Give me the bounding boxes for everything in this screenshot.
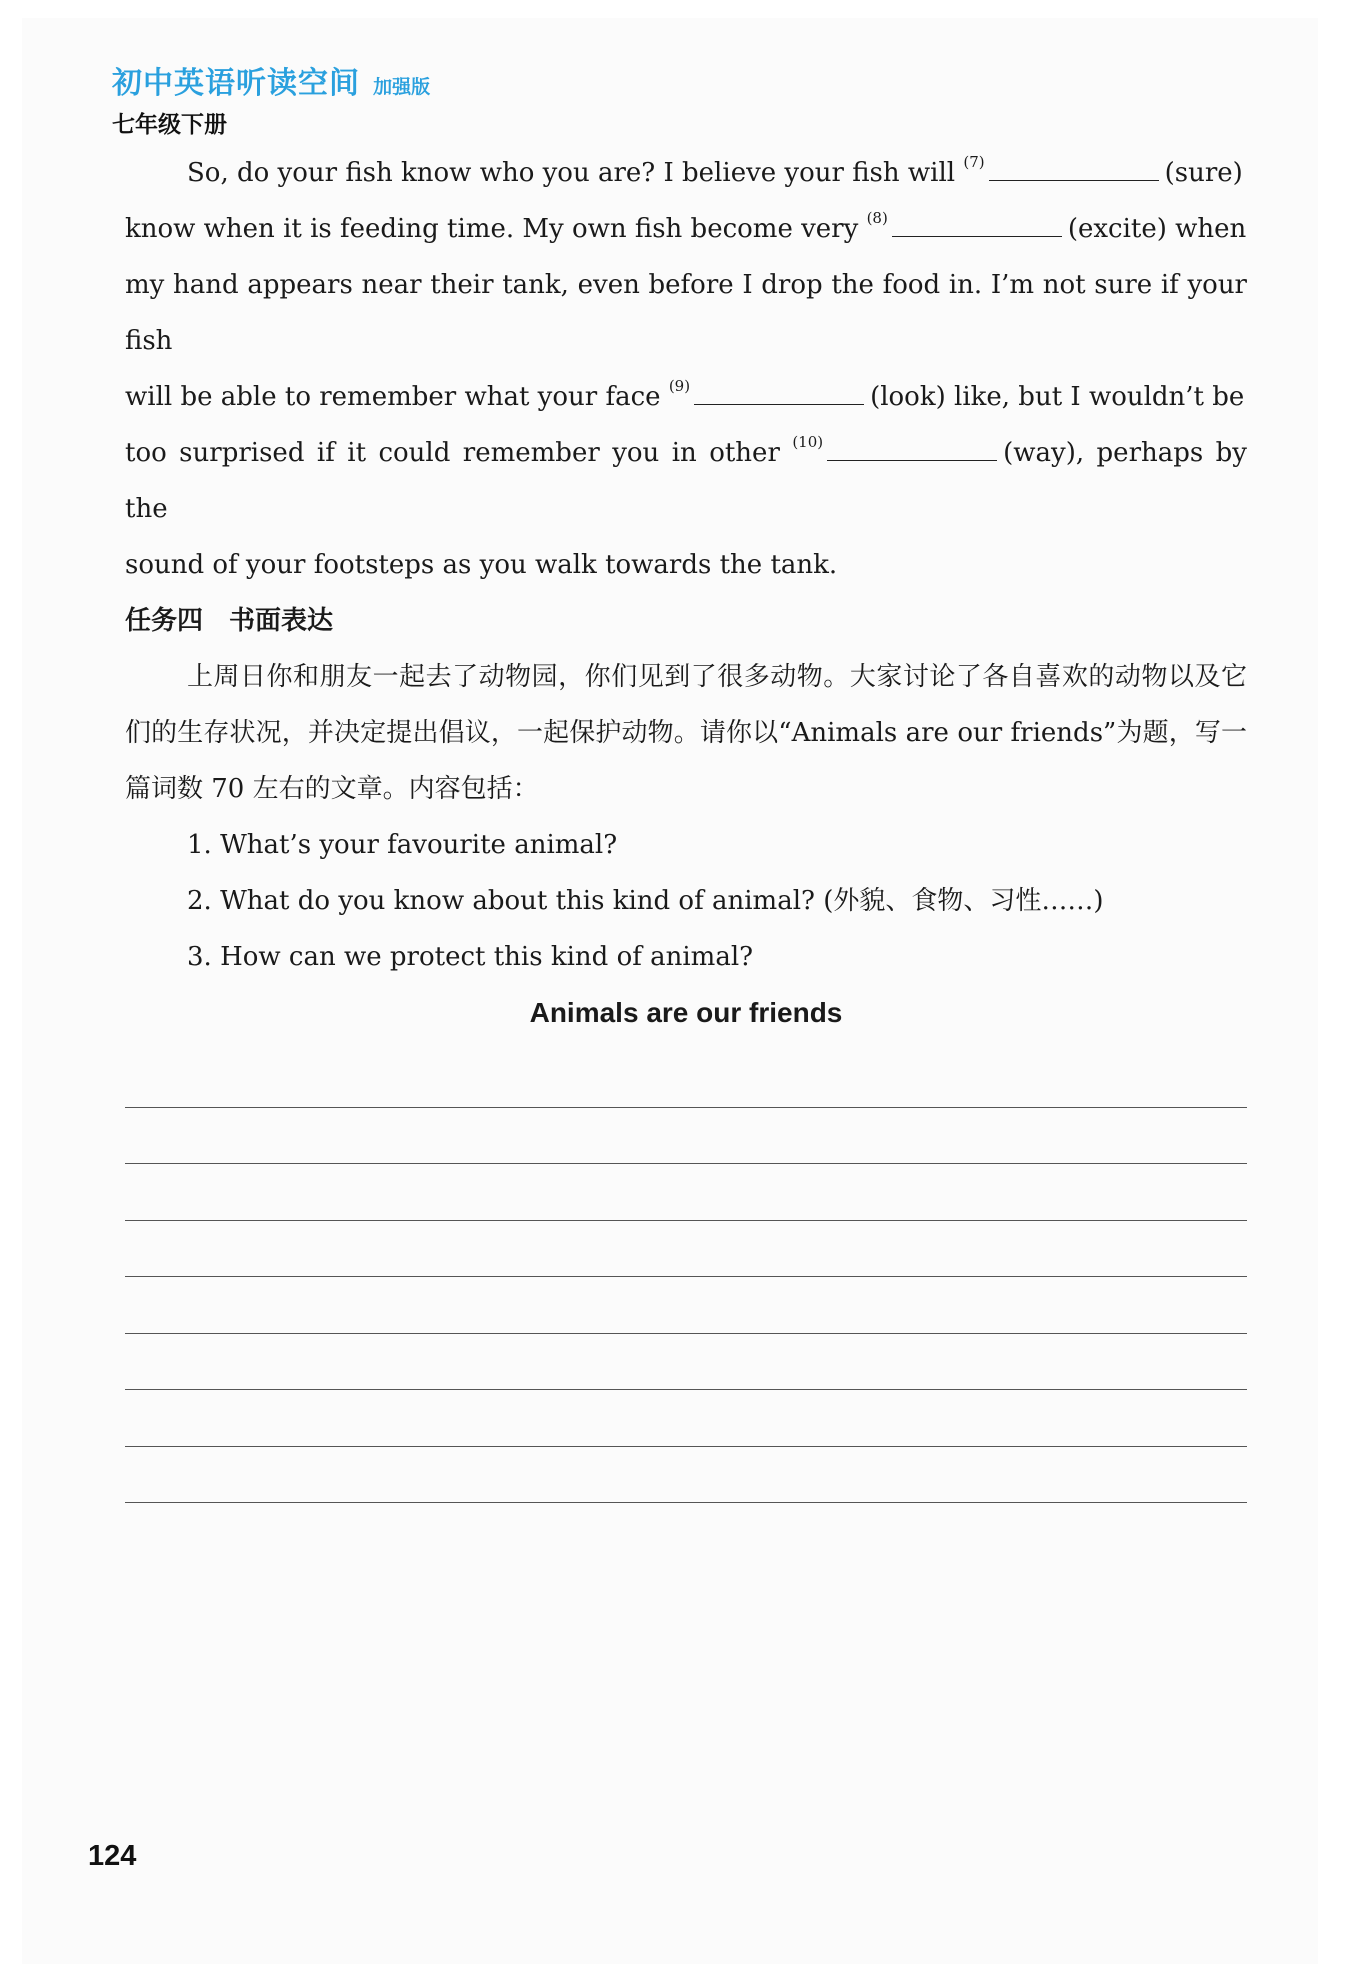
passage-line: sound of your footsteps as you walk towards the tank. — [125, 550, 838, 580]
writing-line[interactable] — [125, 1221, 1247, 1278]
edition-label: 加强版 — [373, 76, 431, 98]
answer-blank-9[interactable] — [694, 374, 864, 405]
writing-line[interactable] — [125, 1051, 1247, 1108]
passage-line: will be able to remember what your face $^{(9)}$ (look) like, but I wouldn’t be — [125, 369, 1247, 425]
writing-line[interactable] — [125, 1108, 1247, 1165]
passage-line: my hand appears near their tank, even before I drop the food in. I’m not sure if your fish — [125, 270, 1247, 356]
blank-number: (7) — [963, 153, 985, 172]
passage-line: too surprised if it could remember you in other $^{(10)}$ (way), perhaps by the — [125, 425, 1247, 537]
writing-line[interactable] — [125, 1390, 1247, 1447]
passage — [125, 145, 1247, 593]
grade-label: 七年级下册 — [112, 112, 227, 138]
writing-line[interactable] — [125, 1447, 1247, 1504]
series-title: 初中英语听读空间 — [112, 66, 360, 101]
blank-number: (10) — [792, 433, 824, 452]
writing-area[interactable] — [125, 1051, 1247, 1503]
essay-title: Animals are our friends — [529, 997, 843, 1028]
writing-line[interactable] — [125, 1164, 1247, 1221]
main-content — [125, 145, 1247, 1503]
passage-line: know when it is feeding time. My own fish become very $^{(8)}$ (excite) when — [125, 201, 1247, 257]
answer-blank-7[interactable] — [989, 150, 1159, 181]
header — [112, 58, 430, 139]
answer-blank-10[interactable] — [827, 430, 997, 461]
question-item: 2. What do you know about this kind of animal? (外貌、食物、习性……) — [187, 886, 1104, 916]
task-title: 任务四 书面表达 — [125, 606, 334, 636]
passage-line: So, do your fish know who you are? I believe your fish will $^{(7)}$ (sure) — [125, 145, 1247, 201]
question-item: 3. How can we protect this kind of animal? — [187, 942, 754, 972]
page-number: 124 — [88, 1840, 137, 1872]
question-item: 1. What’s your favourite animal? — [187, 830, 618, 860]
answer-blank-8[interactable] — [892, 206, 1062, 237]
blank-number: (9) — [668, 377, 691, 396]
writing-line[interactable] — [125, 1277, 1247, 1334]
task-instructions: 上周日你和朋友一起去了动物园，你们见到了很多动物。大家讨论了各自喜欢的动物以及它们的生存状况，并决定提出倡议，一起保护动物。请你以“Animals are our friends”为题，写一篇词数 70 左右的文章。内容包括： — [125, 662, 1247, 804]
blank-number: (8) — [866, 209, 888, 228]
writing-line[interactable] — [125, 1334, 1247, 1391]
